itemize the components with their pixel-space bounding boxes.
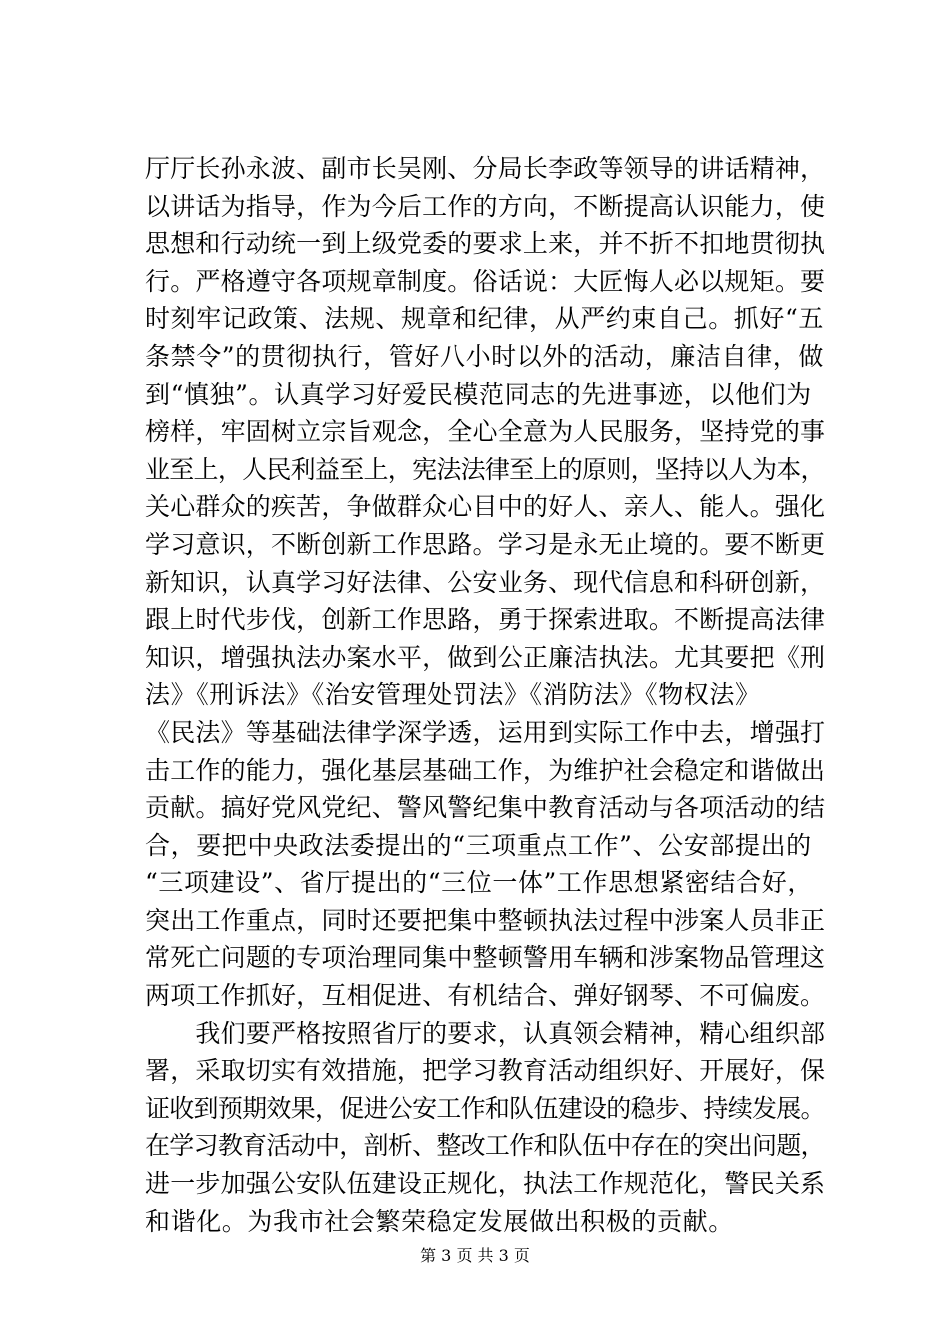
text-line: 业至上，人民利益至上，宪法法律至上的原则，坚持以人为本， [145,454,825,484]
text-line: 我们要严格按照省厅的要求，认真领会精神，精心组织部 [145,1018,826,1048]
text-line: 榜样，牢固树立宗旨观念，全心全意为人民服务，坚持党的事 [145,417,826,447]
text-line: 新知识，认真学习好法律、公安业务、现代信息和科研创新， [145,567,826,597]
text-line: 关心群众的疾苦，争做群众心目中的好人、亲人、能人。强化 [145,492,826,522]
text-line: 行。严格遵守各项规章制度。俗话说：大匠悔人必以规矩。要 [145,266,826,296]
text-line: 进一步加强公安队伍建设正规化，执法工作规范化，警民关系 [145,1169,826,1199]
text-line: 跟上时代步伐，创新工作思路，勇于探索进取。不断提高法律 [145,605,826,635]
text-line: 和谐化。为我市社会繁荣稳定发展做出积极的贡献。 [145,1206,734,1236]
text-line: 署，采取切实有效措施，把学习教育活动组织好、开展好，保 [145,1056,826,1086]
text-line: “三项建设”、省厅提出的“三位一体”工作思想紧密结合好， [145,868,813,898]
text-line: 知识，增强执法办案水平，做到公正廉洁执法。尤其要把《刑 [145,642,826,672]
text-line: 常死亡问题的专项治理同集中整顿警用车辆和涉案物品管理这 [145,943,826,973]
text-line: 贡献。搞好党风党纪、警风警纪集中教育活动与各项活动的结 [145,793,826,823]
text-line: 思想和行动统一到上级党委的要求上来，并不折不扣地贯彻执 [145,229,826,259]
text-line: 条禁令”的贯彻执行，管好八小时以外的活动，廉洁自律，做 [145,341,824,371]
text-line: 在学习教育活动中，剖析、整改工作和队伍中存在的突出问题， [145,1131,825,1161]
text-line: 厅厅长孙永波、副市长吴刚、分局长李政等领导的讲话精神， [145,154,826,183]
text-line: 学习意识，不断创新工作思路。学习是永无止境的。要不断更 [145,529,826,559]
text-line: 击工作的能力，强化基层基础工作，为维护社会稳定和谐做出 [145,755,826,785]
body-text [145,150,825,1240]
text-line: 时刻牢记政策、法规、规章和纪律，从严约束自己。抓好“五 [145,304,824,334]
text-line: 两项工作抓好，互相促进、有机结合、弹好钢琴、不可偏废。 [145,981,826,1011]
text-line: 《民法》等基础法律学深学透，运用到实际工作中去，增强打 [145,717,826,747]
page-footer: 第 3 页 共 3 页 [420,1246,530,1265]
text-line: 突出工作重点，同时还要把集中整顿执法过程中涉案人员非正 [145,905,826,935]
text-line: 法》《刑诉法》《治安管理处罚法》《消防法》《物权法》 [145,680,761,710]
text-line: 到“慎独”。认真学习好爱民模范同志的先进事迹，以他们为 [145,379,812,409]
text-line: 以讲话为指导，作为今后工作的方向，不断提高认识能力，使 [145,191,826,221]
text-line: 合，要把中央政法委提出的“三项重点工作”、公安部提出的 [145,830,812,860]
text-line: 证收到预期效果，促进公安工作和队伍建设的稳步、持续发展。 [145,1093,825,1123]
